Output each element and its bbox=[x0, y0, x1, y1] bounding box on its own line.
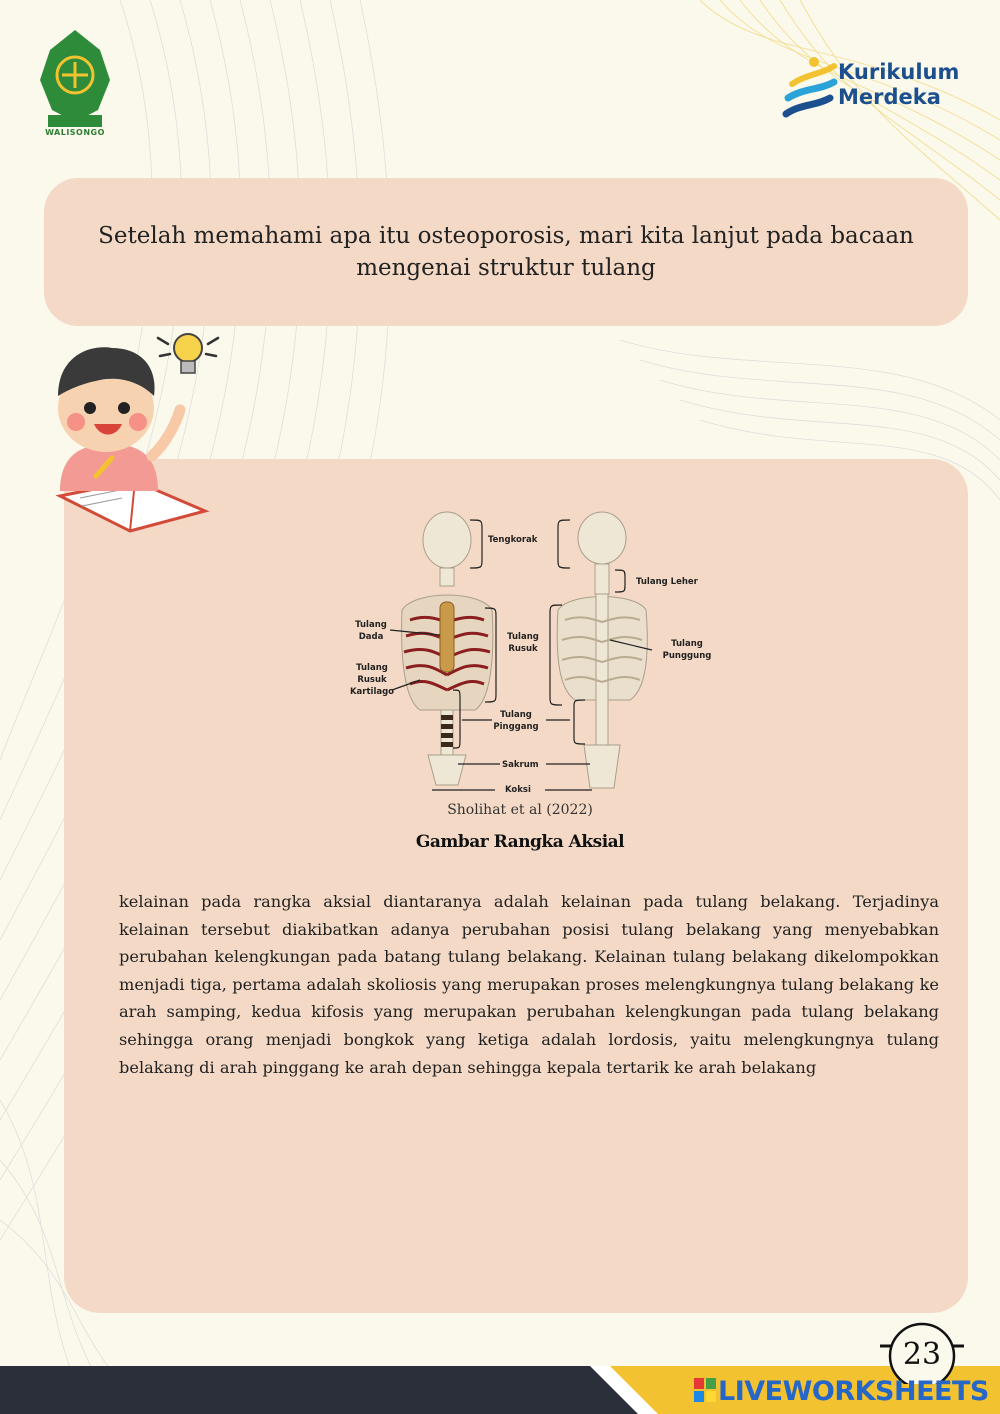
label-sakrum: Sakrum bbox=[502, 760, 539, 770]
body-paragraph: kelainan pada rangka aksial diantaranya adalah kelainan pada tulang belakang. Terjadinya kelainan tersebut diakibatkan adanya perubahan posisi tulang belakang yang menyebabkan perubahan kelengkungan pada batang tulang belakang. Kelainan tulang belakang dikelompokkan menjadi tiga, pertama adalah skoliosis yang merupakan proses melengkungnya tulang belakang ke arah samping, kedua kifosis yang merupakan perubahan kelengkungan pada tulang belakang sehingga orang menjadi bongkok yang ketiga adalah lordosis, yaitu melengkungnya tulang belakang di arah pinggang ke arah depan sehingga kepala tertarik ke arah belakang bbox=[119, 892, 939, 1077]
label-tulang-dada bbox=[350, 619, 392, 643]
label-tulang-rusuk-1: Tulang bbox=[507, 632, 539, 642]
figure-caption: Gambar Rangka Aksial bbox=[415, 832, 625, 852]
intro-text: Setelah memahami apa itu osteoporosis, mari kita lanjut pada bacaan mengenai struktur tulang bbox=[98, 223, 914, 281]
label-tulang-punggung-2: Punggung bbox=[662, 651, 712, 661]
label-tulang-dada-1: Tulang bbox=[355, 620, 387, 630]
label-tulang-leher: Tulang Leher bbox=[636, 577, 698, 587]
label-tulang-pinggang-2: Pinggang bbox=[493, 722, 539, 732]
liveworksheets-brand[interactable]: LIVEWORKSHEETS bbox=[718, 1376, 989, 1407]
label-tengkorak: Tengkorak bbox=[488, 535, 538, 545]
label-tulang-punggung bbox=[660, 638, 714, 662]
label-tulang-rusuk-2: Rusuk bbox=[508, 644, 538, 654]
figure-source: Sholihat et al (2022) bbox=[447, 802, 593, 818]
label-rusuk-kartilago-3: Kartilago bbox=[349, 687, 395, 697]
km-line-1: Kurikulum bbox=[838, 60, 960, 84]
label-tulang-pinggang-1: Tulang bbox=[500, 710, 532, 720]
liveworksheets-icon bbox=[694, 1378, 716, 1402]
back-skeleton bbox=[557, 512, 647, 788]
kurikulum-merdeka-logo-text bbox=[838, 60, 959, 110]
label-tulang-dada-2: Dada bbox=[358, 632, 384, 642]
page-number: 23 bbox=[902, 1337, 942, 1372]
label-rusuk-kartilago-2: Rusuk bbox=[357, 675, 387, 685]
label-tulang-punggung-1: Tulang bbox=[671, 639, 703, 649]
kurikulum-merdeka-logo-icon bbox=[782, 54, 842, 124]
label-rusuk-kartilago bbox=[348, 662, 396, 698]
label-tulang-rusuk bbox=[502, 631, 544, 655]
kid-lightbulb-illustration bbox=[40, 326, 230, 536]
label-koksi: Koksi bbox=[505, 785, 531, 795]
km-line-2: Merdeka bbox=[838, 85, 941, 109]
label-tulang-pinggang bbox=[492, 709, 540, 733]
label-rusuk-kartilago-1: Tulang bbox=[356, 663, 388, 673]
walisongo-logo-text: WALISONGO bbox=[45, 128, 105, 137]
